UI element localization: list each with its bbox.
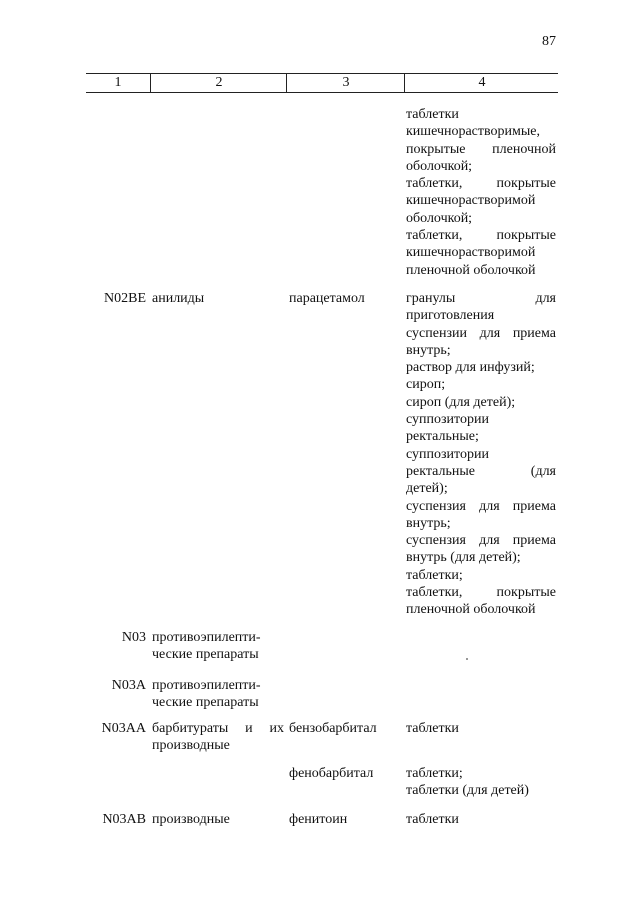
group-name-line: производные (152, 738, 230, 754)
dosage-form-line: сироп; (406, 377, 446, 393)
dosage-form-line: приготовления (406, 308, 495, 324)
header-col-3: 3 (286, 74, 405, 92)
dosage-form-line: таблетки, покрытые (406, 176, 556, 192)
dosage-form-line: внутрь (для детей); (406, 550, 521, 566)
atc-code: N03AB (102, 812, 146, 827)
dosage-form-line: кишечнорастворимой (406, 245, 536, 261)
dosage-form-line: гранулы для (406, 291, 556, 306)
group-name (152, 720, 284, 755)
continued-forms (406, 106, 556, 279)
header-col-2: 2 (150, 74, 287, 92)
group-name-line: ческие препараты (152, 647, 259, 663)
dosage-form-line: сироп (для детей); (406, 394, 516, 410)
dosage-form-line: внутрь; (406, 515, 451, 531)
drug-name: бензобарбитал (289, 721, 377, 736)
dosage-form-line: таблетки (для детей) (406, 783, 529, 799)
dosage-form-line: таблетки (406, 107, 459, 122)
dosage-form-line: внутрь; (406, 342, 451, 358)
dosage-form-line: оболочкой; (406, 158, 473, 174)
drug-name: парацетамол (289, 291, 365, 306)
dosage-form-line: таблетки, покрытые (406, 228, 556, 244)
dosage-form-line: оболочкой; (406, 210, 473, 226)
dosage-form-line: таблетки; (406, 567, 463, 583)
dosage-form-line: таблетки, покрытые (406, 585, 556, 601)
group-name-line: противоэпилепти- (152, 678, 261, 693)
dosage-form-line: покрытые пленочной (406, 141, 556, 157)
group-name-line: ческие препараты (152, 695, 259, 711)
table-header-row (86, 73, 558, 93)
dosage-form-line: таблетки; (406, 766, 463, 781)
drug-name: фенитоин (289, 812, 348, 827)
atc-code: N03AA (101, 721, 146, 736)
scan-dot (466, 658, 468, 660)
group-name: производные (152, 812, 230, 827)
dosage-form: таблетки (406, 721, 459, 736)
dosage-form-line: ректальные; (406, 429, 479, 445)
dosage-form-line: детей); (406, 481, 448, 497)
dosage-form-line: суппозитории (406, 412, 489, 428)
group-name: анилиды (152, 291, 205, 306)
atc-code: N03 (121, 630, 146, 645)
atc-code: N03A (111, 678, 146, 693)
dosage-form: таблетки (406, 812, 459, 827)
dosage-form-line: кишечнорастворимой (406, 193, 536, 209)
page-number: 87 (542, 34, 556, 49)
group-name (152, 677, 282, 712)
dosage-form-line: суспензия для приема (406, 498, 556, 514)
dosage-form-line: пленочной оболочкой (406, 602, 536, 618)
dosage-form-line: ректальные (для (406, 463, 556, 479)
dosage-form-line: пленочной оболочкой (406, 262, 536, 278)
drug-name: фенобарбитал (289, 766, 374, 781)
dosage-form-line: суппозитории (406, 446, 489, 462)
header-col-1: 1 (114, 75, 122, 90)
dosage-form-line: суспензии для приема (406, 325, 556, 341)
dosage-forms (406, 765, 556, 800)
group-name (152, 629, 282, 664)
dosage-form-line: кишечнорастворимые, (406, 124, 541, 140)
dosage-forms (406, 290, 556, 619)
dosage-form-line: раствор для инфузий; (406, 360, 535, 376)
header-col-4: 4 (404, 74, 559, 92)
dosage-form-line: суспензия для приема (406, 533, 556, 549)
group-name-line: противоэпилепти- (152, 630, 261, 645)
atc-code: N02BE (104, 291, 146, 306)
group-name-line: барбитураты и их (152, 721, 284, 736)
